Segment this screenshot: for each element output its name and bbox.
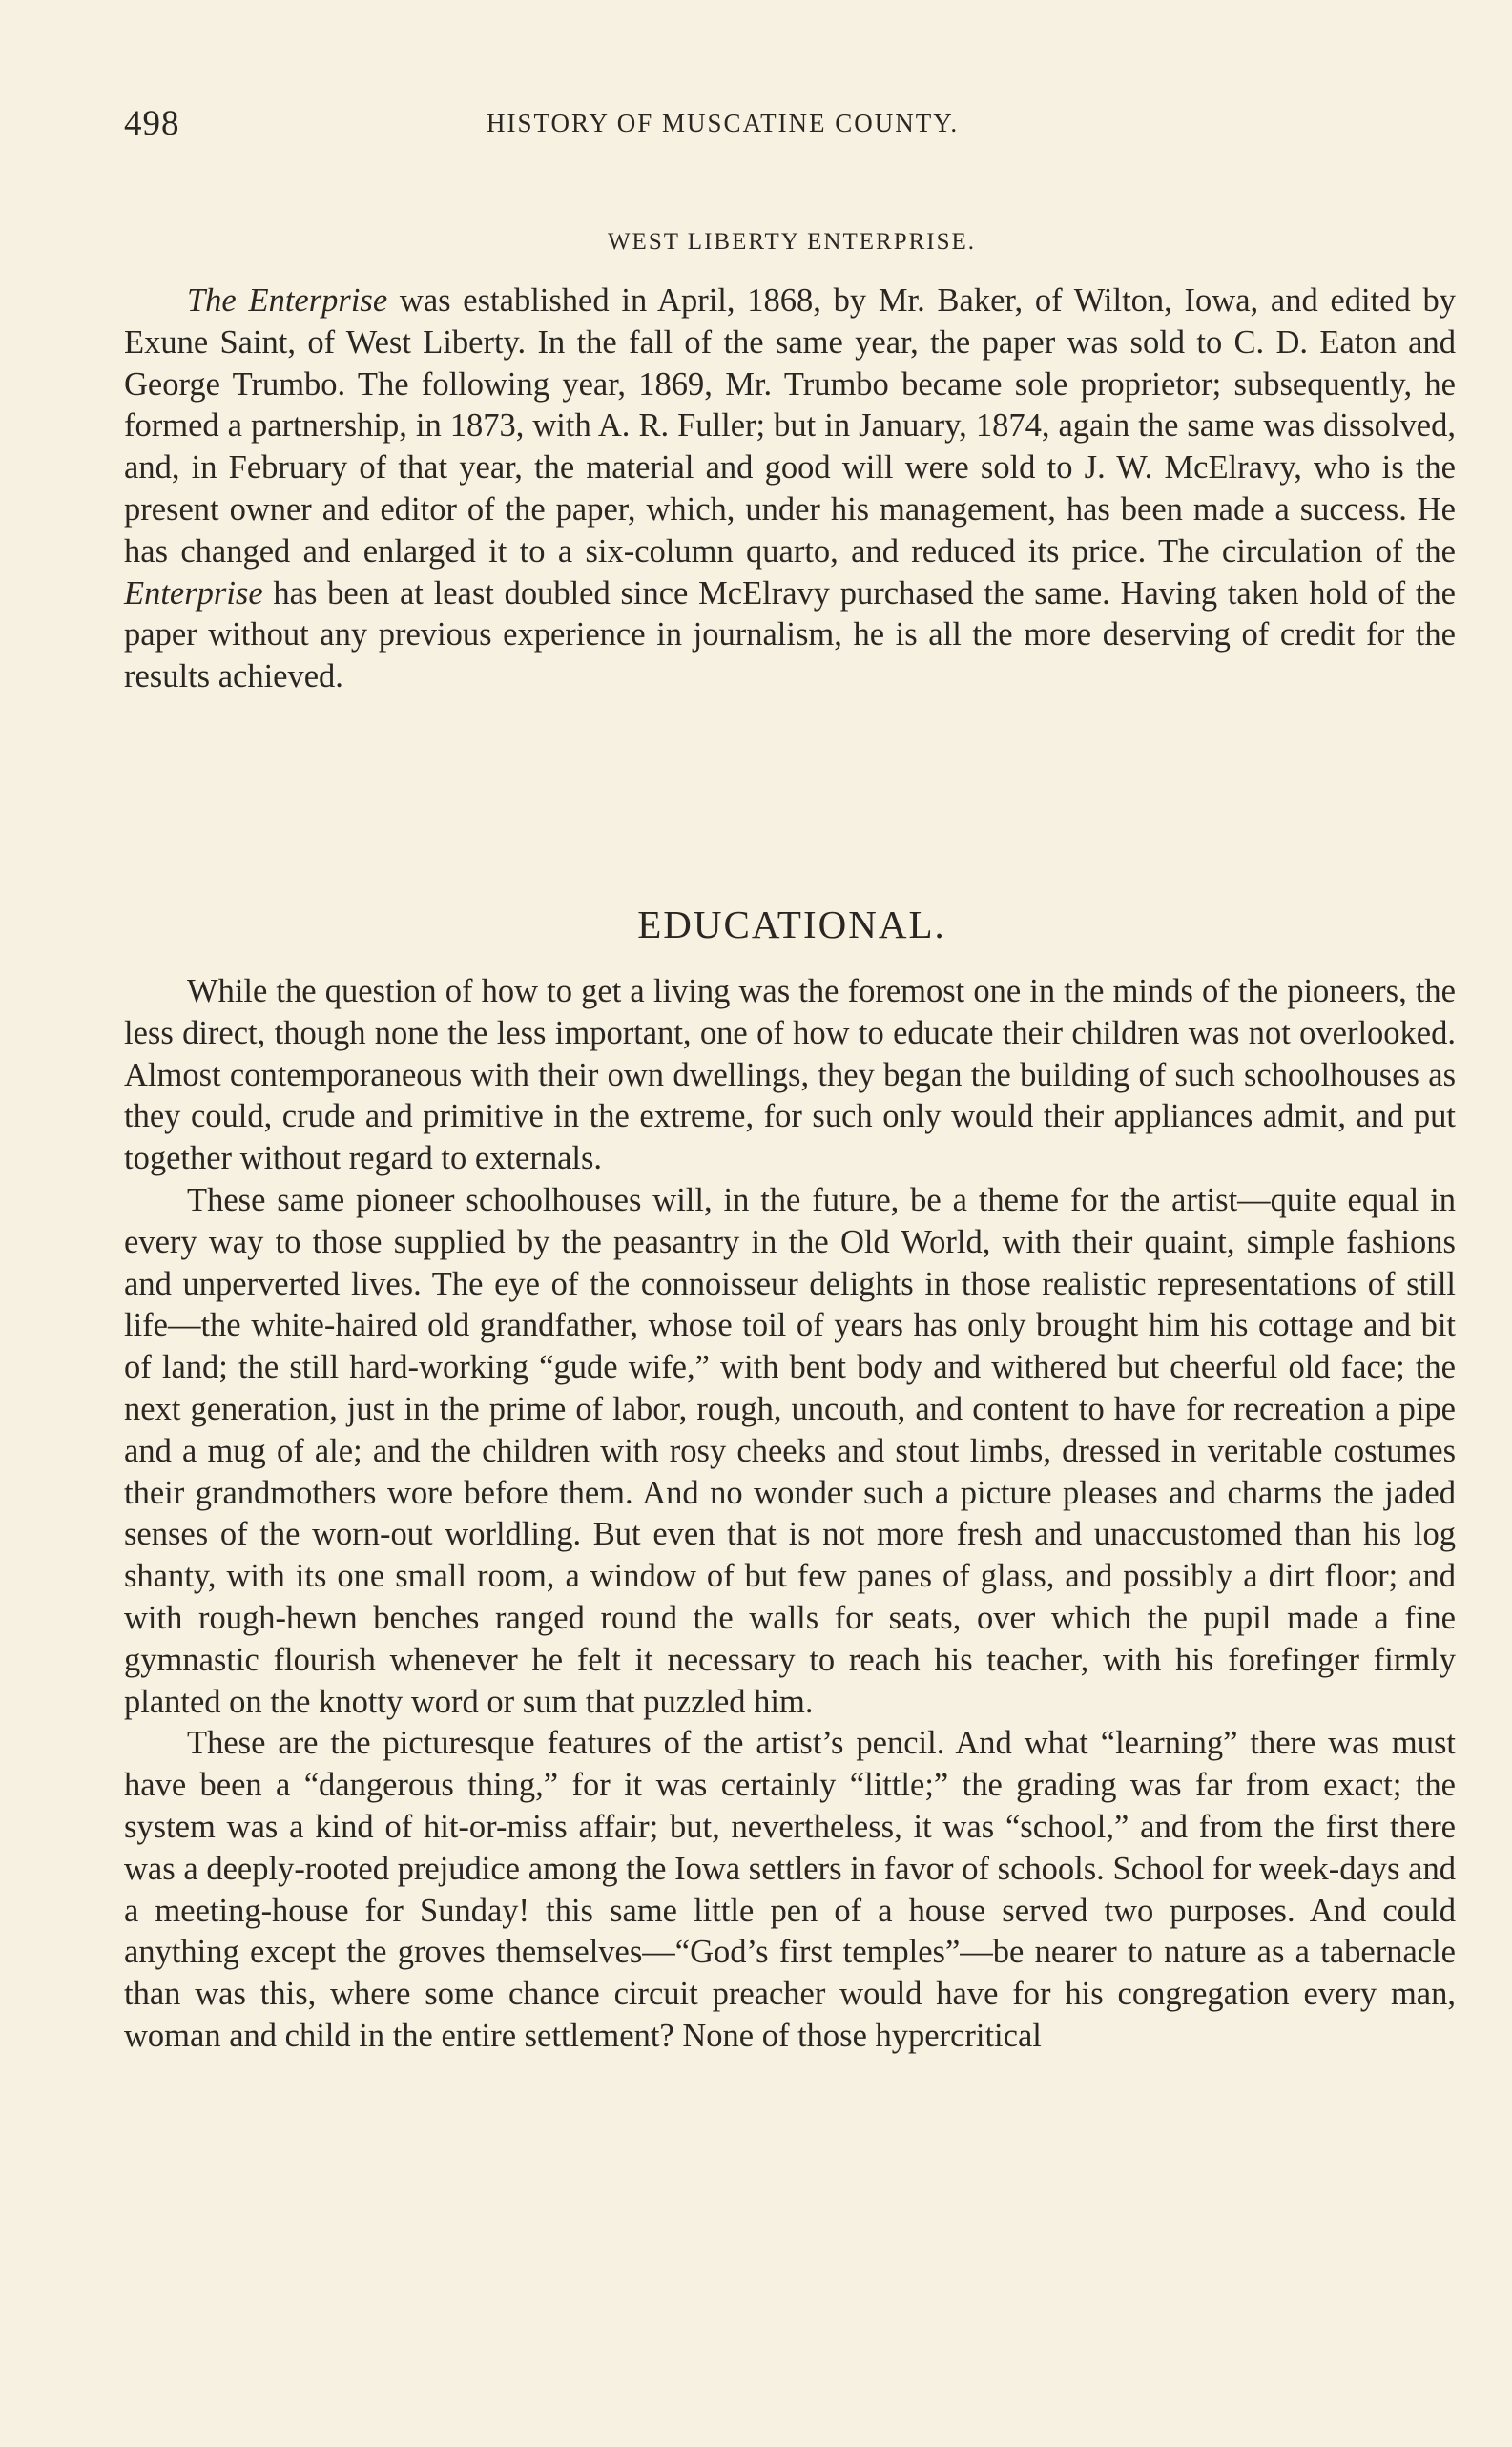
section-body-educational	[124, 971, 1456, 2058]
paragraph: These are the picturesque features of the artist’s pencil. And what “learning” there was must have been a “dangerous thing,” for it was certainly “little;” the grading was far from exact; the system was a kind of hit-or-miss affair; but, nevertheless, it was “school,” and from the first there was a deeply-rooted prejudice among the Iowa settlers in favor of schools. School for week-days and a meeting-house for Sunday! this same little pen of a house served two purposes. And could anything except the groves themselves—“God’s first temples”—be nearer to nature as a tabernacle than was this, where some chance circuit preacher would have for his congregation every man, woman and child in the entire settlement? None of those hypercritical	[124, 1725, 1456, 2054]
paragraph: These same pioneer schoolhouses will, in the future, be a theme for the artist—quite equal in every way to those supplied by the peasantry in the Old World, with their quaint, simple fashions and unperverted lives. The eye of the connoisseur delights in those realistic representations of still life—the white-haired old grandfather, whose toil of years has only brought him his cottage and bit of land; the still hard-working “gude wife,” with bent body and withered but cheerful old face; the next generation, just in the prime of labor, rough, uncouth, and content to have for recreation a pipe and a mug of ale; and the children with rosy cheeks and stout limbs, dressed in veritable costumes their grandmothers wore before them. And no wonder such a picture pleases and charms the jaded senses of the worn-out worldling. But even that is not more fresh and unaccustomed than his log shanty, with its one small room, a window of but few panes of glass, and possibly a dirt floor; and with rough-hewn benches ranged round the walls for seats, over which the pupil made a fine gymnastic flourish whenever he felt it necessary to reach his teacher, with his forefinger firmly planted on the knotty word or sum that puzzled him.	[124, 1181, 1456, 1720]
italic-title-the-enterprise: The Enterprise	[187, 282, 388, 319]
paragraph-text: was established in April, 1868, by Mr. Baker, of Wilton, Iowa, and edited by Exune Saint, of West Liberty. In the fall of the same year, the paper was sold to C. D. Eaton and George Trumbo. The following year, 1869, Mr. Trumbo became sole proprietor; subsequently, he formed a partnership, in 1873, with A. R. Fuller; but in January, 1874, again the same was dissolved, and, in February of that year, the material and good will were sold to J. W. McElravy, who is the present owner and editor of the paper, which, under his management, has been made a success. He has changed and enlarged it to a six-column quarto, and reduced its price. The circulation of the	[124, 282, 1456, 570]
italic-title-enterprise: Enterprise	[124, 574, 263, 612]
section-body-west-liberty-enterprise	[124, 280, 1456, 698]
running-title: HISTORY OF MUSCATINE COUNTY.	[487, 109, 960, 137]
paragraph: While the question of how to get a living was the foremost one in the minds of the pioneers, the less direct, though none the less important, one of how to educate their children was not overlooked. Almost contemporaneous with their own dwellings, they began the building of such schoolhouses as they could, crude and primitive in the extreme, for such only would their appliances admit, and put together without regard to externals.	[124, 973, 1456, 1177]
running-head	[124, 103, 1460, 151]
section-heading-educational: EDUCATIONAL.	[637, 902, 946, 946]
section-heading-west-liberty-enterprise: WEST LIBERTY ENTERPRISE.	[607, 229, 977, 255]
page-number: 498	[124, 104, 180, 143]
paragraph-text: has been at least doubled since McElravy purchased the same. Having taken hold of the paper without any previous experience in journalism, he is all the more deserving of credit for the results achieved.	[124, 574, 1456, 695]
paragraph	[124, 280, 1456, 698]
